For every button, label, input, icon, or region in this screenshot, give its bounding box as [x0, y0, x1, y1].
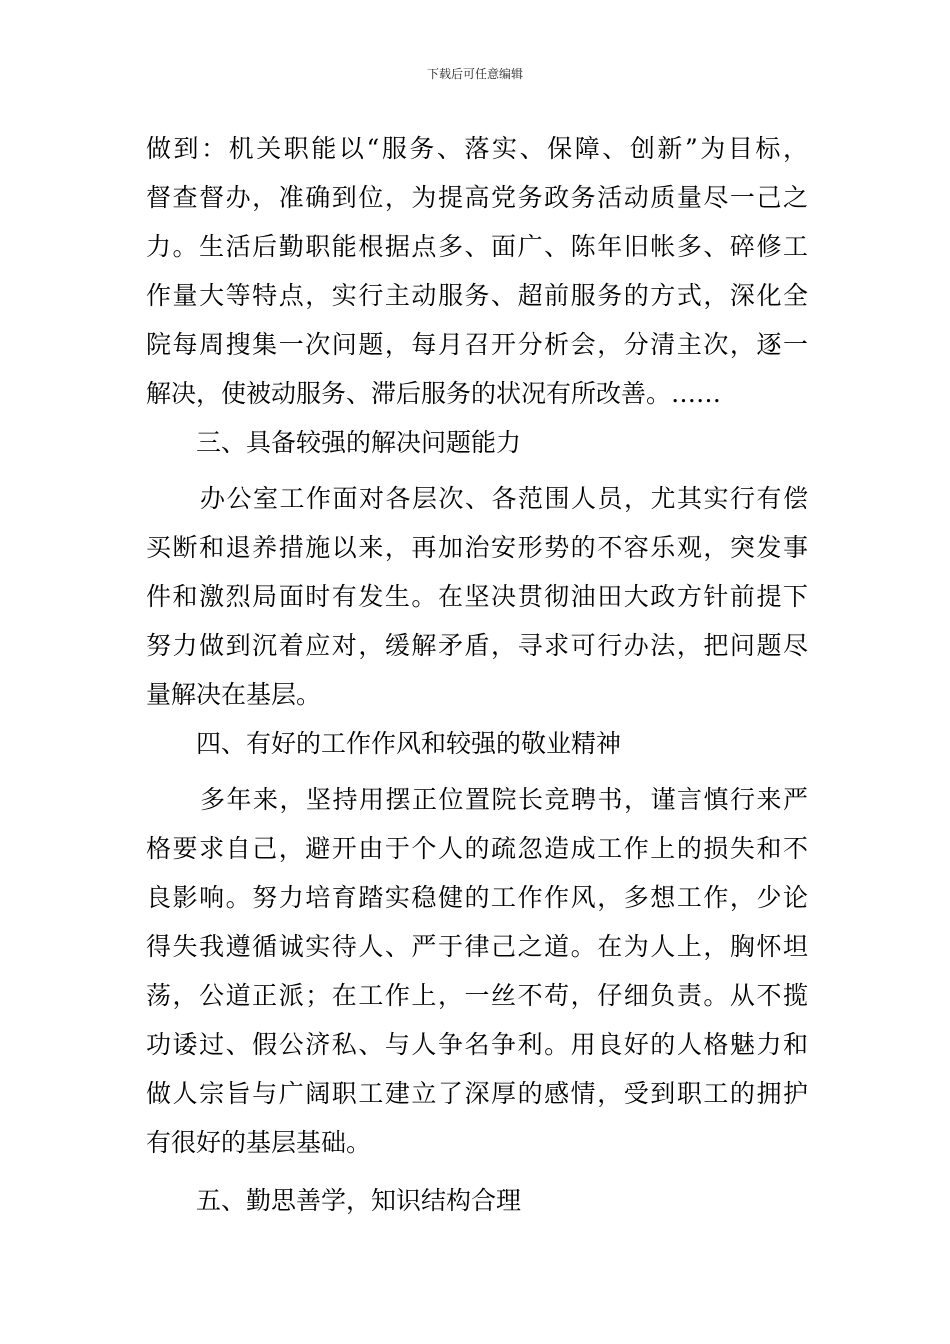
- text-line: 荡，公道正派；在工作上，一丝不苟，仔细负责。从不揽: [146, 981, 808, 1010]
- text-line: 买断和退养措施以来，再加治安形势的不容乐观，突发事: [146, 533, 808, 562]
- text-line: 督查督办，准确到位，为提高党务政务活动质量尽一己之: [146, 183, 808, 212]
- section-heading: 三、具备较强的解决问题能力: [196, 428, 522, 457]
- text-line: 量解决在基层。: [146, 680, 322, 709]
- page-header: 下载后可任意编辑: [426, 67, 523, 81]
- text-line: 解决，使被动服务、滞后服务的状况有所改善。……: [146, 379, 722, 408]
- text-line: 格要求自己，避开由于个人的疏忽造成工作上的损失和不: [146, 834, 808, 863]
- text-line: 院每周搜集一次问题，每月召开分析会，分清主次，逐一: [146, 330, 808, 359]
- text-line: 作量大等特点，实行主动服务、超前服务的方式，深化全: [146, 281, 808, 310]
- text-line: 良影响。努力培育踏实稳健的工作作风，多想工作，少论: [146, 883, 808, 912]
- text-line: 件和激烈局面时有发生。在坚决贯彻油田大政方针前提下: [146, 582, 808, 611]
- section-heading: 五、勤思善学，知识结构合理: [196, 1186, 522, 1215]
- paragraph-continuation: [146, 129, 808, 423]
- text-line: 有很好的基层基础。: [146, 1128, 372, 1157]
- document-body: [146, 129, 808, 1230]
- paragraph: [146, 780, 808, 1172]
- text-line: 办公室工作面对各层次、各范围人员，尤其实行有偿: [200, 484, 808, 513]
- text-line: 得失我遵循诚实待人、严于律己之道。在为人上，胸怀坦: [146, 932, 808, 961]
- text-line: 做到：机关职能以“服务、落实、保障、创新”为目标，: [146, 134, 808, 163]
- paragraph: [146, 479, 808, 724]
- text-line: 做人宗旨与广阔职工建立了深厚的感情，受到职工的拥护: [146, 1079, 808, 1108]
- text-line: 力。生活后勤职能根据点多、面广、陈年旧帐多、碎修工: [146, 232, 808, 261]
- text-line: 多年来，坚持用摆正位置院长竞聘书，谨言慎行来严: [200, 785, 808, 814]
- section-heading: 四、有好的工作作风和较强的敬业精神: [196, 729, 622, 758]
- text-line: 功诿过、假公济私、与人争名争利。用良好的人格魅力和: [146, 1030, 808, 1059]
- text-line: 努力做到沉着应对，缓解矛盾，寻求可行办法，把问题尽: [146, 631, 808, 660]
